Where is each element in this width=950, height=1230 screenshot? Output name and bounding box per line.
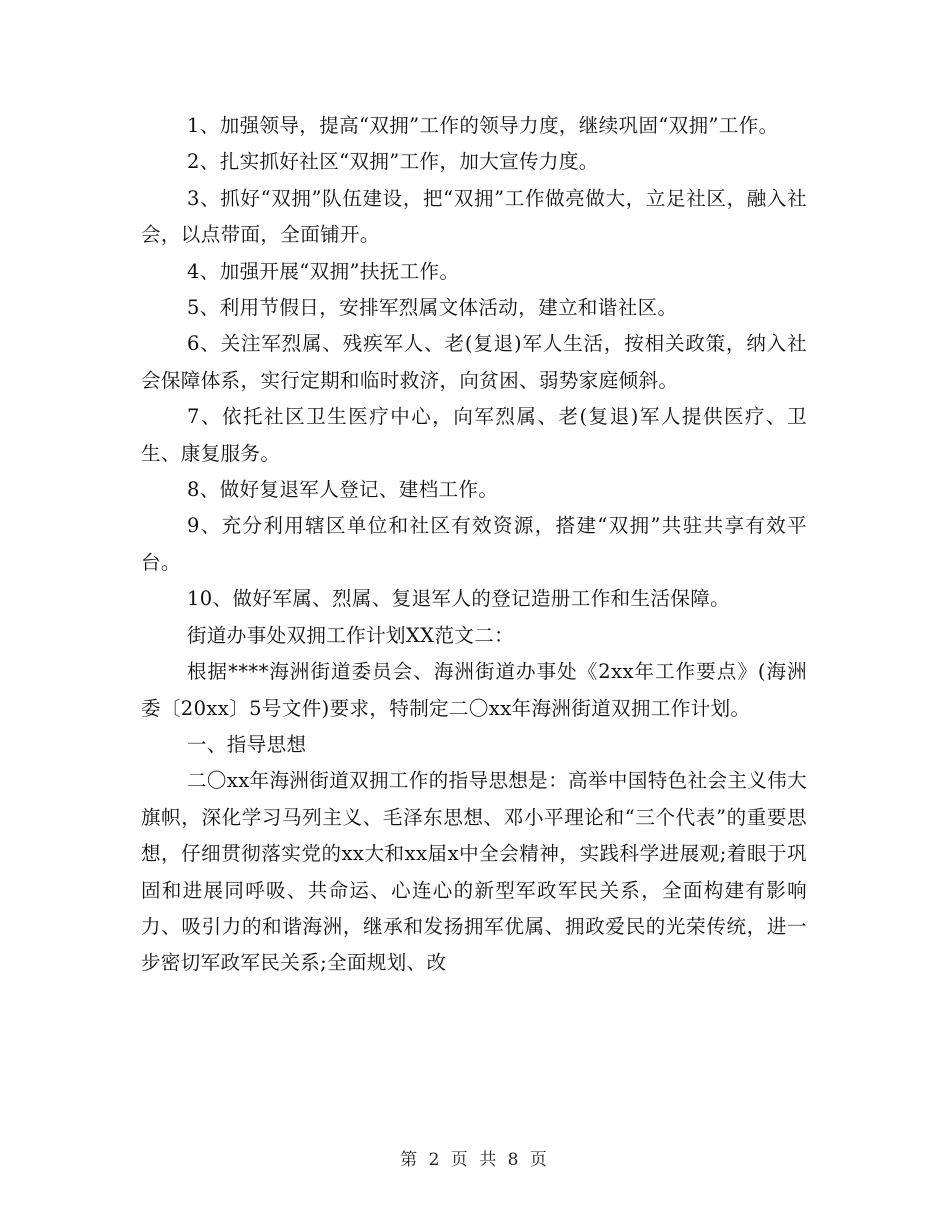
list-item-8: 8、做好复退军人登记、建档工作。 bbox=[187, 478, 499, 502]
guiding-thought-paragraph: 二〇xx年海洲街道双拥工作的指导思想是：高举中国特色社会主义伟大旗帜，深化学习马列主义、毛泽东思想、邓小平理论和“三个代表”的重要思想，仔细贯彻落实党的xx大和xx届x中全会精神，实践科学进展观;着眼于巩固和进展同呼吸、共命运、心连心的新型军政军民关系，全面构建有影响力、吸引力的和谐海洲，继承和发扬拥军优属、拥政爱民的光荣传统，进一步密切军政军民关系;全面规划、改 bbox=[141, 769, 807, 975]
list-item-9: 9、充分利用辖区单位和社区有效资源，搭建“双拥”共驻共享有效平台。 bbox=[141, 514, 807, 574]
list-item-5: 5、利用节假日，安排军烈属文体活动，建立和谐社区。 bbox=[187, 296, 678, 320]
list-item-6: 6、关注军烈属、残疾军人、老(复退)军人生活，按相关政策，纳入社会保障体系，实行定期和临时救济，向贫困、弱势家庭倾斜。 bbox=[141, 332, 807, 392]
list-item-3: 3、抓好“双拥”队伍建设，把“双拥”工作做亮做大，立足社区，融入社会，以点带面，全面铺开。 bbox=[141, 186, 807, 247]
page-number-footer: 第 2 页 共 8 页 bbox=[400, 1150, 550, 1170]
list-item-1: 1、加强领导，提高“双拥”工作的领导力度，继续巩固“双拥”工作。 bbox=[187, 114, 779, 137]
section-heading-guiding-thought: 一、指导思想 bbox=[187, 732, 307, 756]
list-item-7: 7、依托社区卫生医疗中心，向军烈属、老(复退)军人提供医疗、卫生、康复服务。 bbox=[141, 405, 807, 465]
intro-paragraph: 根据****海洲街道委员会、海洲街道办事处《2xx年工作要点》(海洲委〔20xx〕5号文件)要求，特制定二〇xx年海洲街道双拥工作计划。 bbox=[141, 660, 807, 720]
list-item-2: 2、扎实抓好社区“双拥”工作，加大宣传力度。 bbox=[187, 150, 599, 174]
section-heading-sample-two: 街道办事处双拥工作计划XX范文二： bbox=[187, 623, 515, 647]
document-body bbox=[141, 108, 807, 982]
list-item-4: 4、加强开展“双拥”扶抚工作。 bbox=[187, 259, 460, 283]
list-item-10: 10、做好军属、烈属、复退军人的登记造册工作和生活保障。 bbox=[187, 587, 731, 611]
